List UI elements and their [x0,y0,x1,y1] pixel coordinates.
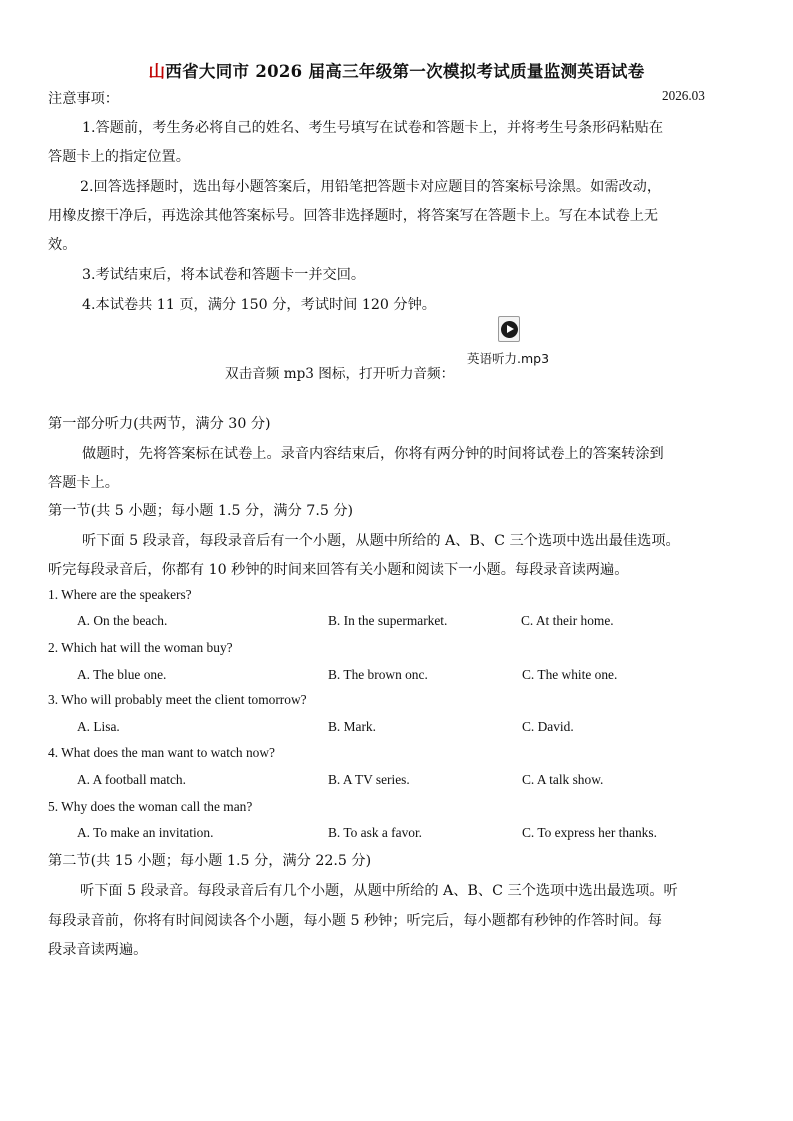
q2-option-a: A. The blue one. [77,667,167,682]
question-1: 1. Where are the speakers? [48,587,192,602]
notes-label: 注意事项： [48,91,119,107]
section2-intro-2: 每段录音前，你将有时间阅读各个小题，每小题 5 秒钟；听完后，每小题都有秒钟的作答时间。每 [48,913,662,929]
q1-option-a: A. On the beach. [77,613,168,628]
q2-option-c: C. The white one. [522,667,618,682]
play-triangle-icon [507,325,514,333]
q3-option-a: A. Lisa. [77,719,120,734]
part1-intro-1: 做题时，先将答案标在试卷上。录音内容结束后，你将有两分钟的时间将试卷上的答案转涂到 [82,446,664,462]
q5-option-b: B. To ask a favor. [328,825,423,840]
note-line-4: 用橡皮擦干净后，再选涂其他答案标号。回答非选择题时，将答案写在答题卡上。写在本试卷上无 [48,208,659,224]
file-icon [498,316,520,342]
q1-option-c: C. At their home. [521,613,614,628]
question-4: 4. What does the man want to watch now? [48,745,275,760]
question-2: 2. Which hat will the woman buy? [48,640,233,655]
section2-heading: 第二节(共 15 小题；每小题 1.5 分，满分 22.5 分) [48,853,372,869]
q5-option-a: A. To make an invitation. [77,825,214,840]
question-3: 3. Who will probably meet the client tomorrow? [48,692,307,707]
part1-heading: 第一部分听力(共两节，满分 30 分) [48,416,271,432]
note-line-5: 效。 [48,237,77,253]
q2-option-b: B. The brown onc. [328,667,428,682]
title-rest: 西省大同市 2026 届高三年级第一次模拟考试质量监测英语试卷 [165,62,645,81]
section1-heading: 第一节(共 5 小题；每小题 1.5 分，满分 7.5 分) [48,503,354,519]
audio-file-name[interactable]: 英语听力.mp3 [467,351,550,366]
section1-intro-2: 听完每段录音后，你都有 10 秒钟的时间来回答有关小题和阅读下一小题。每段录音读两遍。 [48,562,629,578]
question-5: 5. Why does the woman call the man? [48,799,253,814]
exam-title [0,58,793,82]
section1-intro-1: 听下面 5 段录音，每段录音后有一个小题，从题中所给的 A、B、C 三个选项中选出最佳选项。 [82,533,680,549]
q5-option-c: C. To express her thanks. [522,825,657,840]
audio-instruction: 双击音频 mp3 图标，打开听力音频： [225,366,455,382]
exam-date: 2026.03 [662,88,705,103]
note-line-1: 1.答题前，考生务必将自己的姓名、考生号填写在试卷和答题卡上，并将考生号条形码粘贴在 [82,120,664,136]
section2-intro-1: 听下面 5 段录音。每段录音后有几个小题，从题中所给的 A、B、C 三个选项中选出最选项。听 [80,883,678,899]
q3-option-b: B. Mark. [328,719,376,734]
q1-option-b: B. In the supermarket. [328,613,448,628]
section2-intro-3: 段录音读两遍。 [48,942,148,958]
title-first-char: 山 [148,62,166,81]
q4-option-c: C. A talk show. [522,772,604,787]
q4-option-a: A. A football match. [77,772,186,787]
note-line-3: 2.回答选择题时，选出每小题答案后，用铅笔把答题卡对应题目的答案标号涂黑。如需改动， [80,179,662,195]
note-line-6: 3.考试结束后，将本试卷和答题卡一并交回。 [82,267,366,283]
mp3-play-icon[interactable] [498,316,524,342]
note-line-2: 答题卡上的指定位置。 [48,149,190,165]
note-line-7: 4.本试卷共 11 页，满分 150 分，考试时间 120 分钟。 [82,297,436,313]
part1-intro-2: 答题卡上。 [48,475,119,491]
q3-option-c: C. David. [522,719,574,734]
q4-option-b: B. A TV series. [328,772,410,787]
